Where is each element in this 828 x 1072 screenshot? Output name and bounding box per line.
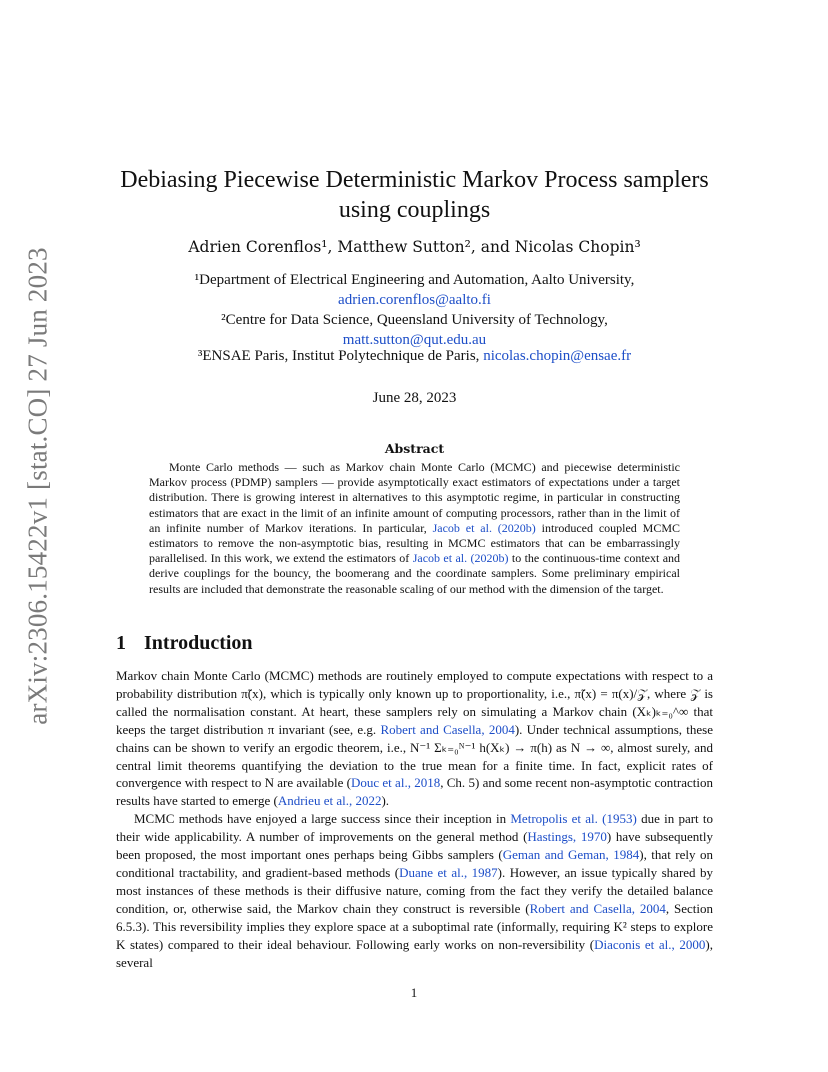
citation-link[interactable]: Robert and Casella, 2004 [380, 721, 515, 737]
paragraph-text: ). [381, 793, 390, 809]
affiliation-1 [116, 270, 713, 310]
abstract-text: Monte Carlo methods — such as Markov chain Monte Carlo (MCMC) and piecewise deterministic Markov process (PDMP) samplers — provide asymptotically exact estimators of expectations under a target distribution. There is growing interest in alternatives to this asymptotic regime, in particular in constructing estimators that are exact in the limit of an infinite amount of computing processors, rather than in the limit of an infinite number of Markov iterations. In particular, [149, 460, 680, 535]
affiliation-text: ¹Department of Electrical Engineering and Automation, Aalto University, [194, 272, 635, 288]
citation-link[interactable]: Hastings, 1970 [527, 829, 607, 845]
paragraph-text: , Section 6.5.3). This reversibility implies they explore space at a suboptimal rate (informally, requiring K² steps to explore K states) compared to their ideal behaviour. Following early works on non-reversibility ( [116, 900, 713, 952]
citation-link[interactable]: Duane et al., 1987 [399, 864, 498, 880]
citation-link[interactable]: Robert and Casella, 2004 [529, 900, 666, 916]
citation-link[interactable]: Jacob et al. (2020b) [412, 551, 509, 566]
email-link[interactable]: matt.sutton@qut.edu.au [342, 332, 487, 348]
paragraph-text: MCMC methods have enjoyed a large success since their inception in [134, 811, 507, 827]
paragraph-text: , Ch. 5) and some recent non-asymptotic contraction results have started to emerge ( [116, 775, 713, 809]
paragraph-text: ). However, an issue typically shared by most instances of these methods is their diffusive nature, coming from the fact they verify the detailed balance condition, or, otherwise said, the Markov chain they construct is reversible ( [116, 864, 713, 916]
email-link[interactable]: nicolas.chopin@ensae.fr [483, 348, 632, 364]
title-line-1: Debiasing Piecewise Deterministic Markov Process samplers [120, 167, 709, 193]
paragraph [116, 667, 713, 810]
citation-link[interactable]: Jacob et al. (2020b) [432, 520, 536, 535]
arxiv-identifier: arXiv:2306.15422v1 [stat.CO] 27 Jun 2023 [22, 247, 53, 725]
affiliation-3 [116, 346, 713, 366]
body-text [116, 667, 713, 971]
paragraph [116, 810, 713, 971]
abstract-body [149, 460, 680, 597]
page-number: 1 [410, 985, 418, 1000]
citation-link[interactable]: Douc et al., 2018 [350, 775, 441, 791]
abstract-text: to the continuous-time context and derive couplings for the bouncy, the boomerang and the coordinate samplers. Some preliminary empirical results are included that demonstrate the reasonable scaling of our method with the dimension of the target. [149, 551, 681, 596]
affiliation-text: ²Centre for Data Science, Queensland University of Technology, [221, 312, 608, 328]
arxiv-sidebar [20, 247, 56, 725]
email-link[interactable]: adrien.corenflos@aalto.fi [338, 292, 491, 308]
abstract-heading: Abstract [384, 441, 445, 456]
paragraph-text: ), that rely on conditional tractability, and gradient-based methods ( [116, 847, 713, 880]
paragraph-text: ). Under technical assumptions, these chains can be shown to verify an ergodic theorem, i.e., N⁻¹ Σₖ₌₀ᴺ⁻¹ h(Xₖ) → π(h) as N → ∞, almost surely, and central limit theorems quantifying the deviation to the true mean for a finite time. In fact, explicit rates of convergence with respect to N are available ( [116, 721, 714, 791]
title-line-2: using couplings [338, 197, 491, 223]
paragraph-text: due in part to their wide applicability. A number of improvements on the general method ( [116, 811, 714, 845]
section-heading [116, 632, 253, 655]
citation-link[interactable]: Geman and Geman, 1984 [502, 847, 640, 863]
paragraph-text: ), several [116, 936, 713, 970]
citation-link[interactable]: Metropolis et al. (1953) [510, 811, 637, 827]
paragraph-text: Markov chain Monte Carlo (MCMC) methods are routinely employed to compute expectations with respect to a probability distribution π̃(x), which is typically only known up to proportionality, i.e., π̃(x) = π(x)/𝒵, where 𝒵 is called the normalisation constant. At heart, these samplers rely on simulating a Markov chain (Xₖ)ₖ₌₀^∞ that keeps the target distribution π invariant (see, e.g. [116, 668, 713, 737]
paper-title [116, 165, 713, 225]
author-list: Adrien Corenflos¹, Matthew Sutton², and Nicolas Chopin³ [188, 238, 641, 256]
section-number: 1 [116, 632, 126, 654]
paragraph-text: ) have subsequently been proposed, the most important ones perhaps being Gibbs samplers ( [116, 829, 713, 863]
citation-link[interactable]: Andrieu et al., 2022 [277, 793, 382, 809]
affiliation-text: ³ENSAE Paris, Institut Polytechnique de Paris, [197, 348, 480, 364]
publication-date: June 28, 2023 [372, 390, 457, 406]
section-title: Introduction [144, 632, 253, 654]
citation-link[interactable]: Diaconis et al., 2000 [594, 936, 706, 952]
abstract-text: introduced coupled MCMC estimators to remove the non-asymptotic bias, resulting in MCMC estimators that can be embarrassingly parallelised. In this work, we extend the estimators of [149, 520, 681, 566]
affiliation-2 [116, 310, 713, 350]
